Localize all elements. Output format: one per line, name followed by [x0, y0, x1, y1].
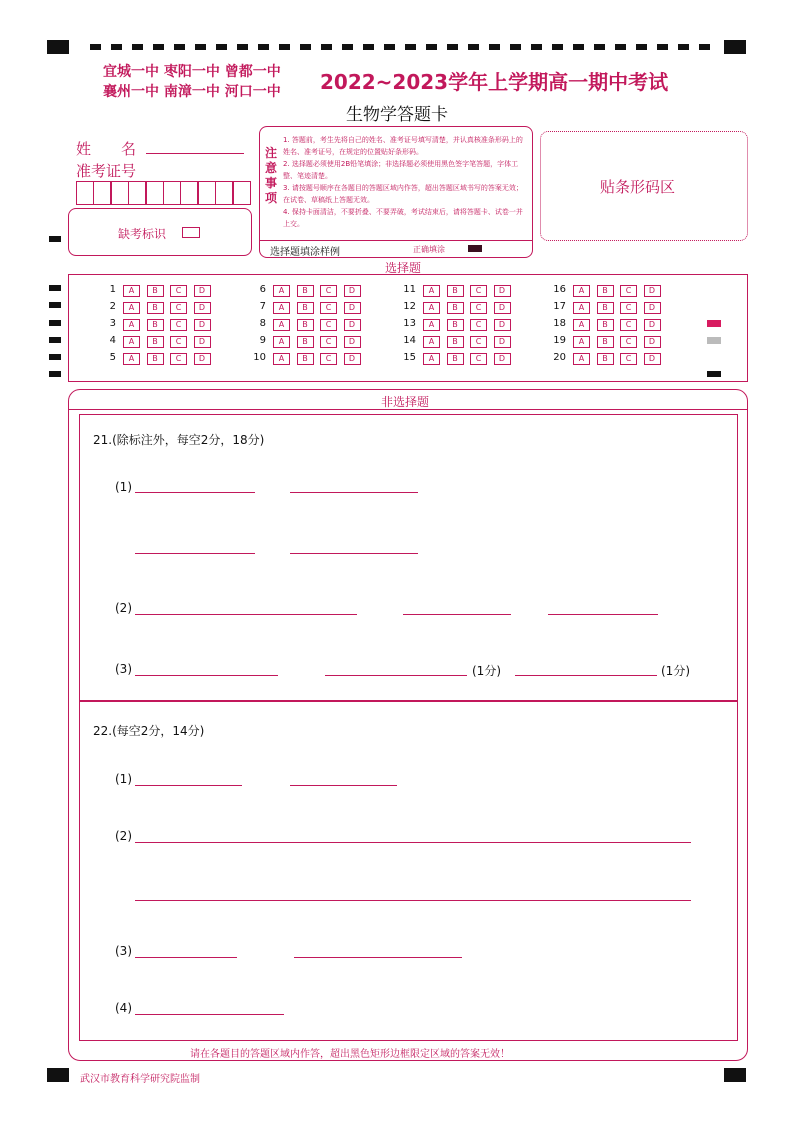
mc-option-a[interactable]: A: [573, 353, 590, 365]
mc-question-number: 8: [259, 318, 266, 329]
q22-blank-3-label: (3): [115, 944, 132, 958]
side-mark: [49, 371, 61, 377]
mc-option-a[interactable]: A: [273, 302, 290, 314]
q21-blank-3-label: (3): [115, 662, 132, 676]
mc-option-a[interactable]: A: [423, 336, 440, 348]
timing-mark: [321, 44, 332, 50]
mc-option-b[interactable]: B: [147, 285, 164, 297]
timing-mark: [258, 44, 269, 50]
mc-question-number: 2: [109, 301, 116, 312]
timing-mark: [90, 44, 101, 50]
mc-option-b[interactable]: B: [297, 336, 314, 348]
mc-option-b[interactable]: B: [147, 302, 164, 314]
q21-answer-line[interactable]: [135, 675, 278, 676]
mc-option-d[interactable]: D: [344, 353, 361, 365]
mc-option-d[interactable]: D: [644, 336, 661, 348]
school-list: [103, 62, 281, 102]
timing-mark: [174, 44, 185, 50]
nonmc-title: 非选择题: [381, 395, 430, 409]
q22-answer-line[interactable]: [290, 785, 397, 786]
id-digit-box[interactable]: [163, 181, 181, 205]
q22-answer-line[interactable]: [135, 1014, 284, 1015]
timing-mark: [342, 44, 353, 50]
mc-option-c[interactable]: C: [320, 285, 337, 297]
mc-option-b[interactable]: B: [597, 285, 614, 297]
side-mark: [707, 371, 721, 377]
mc-option-a[interactable]: A: [123, 353, 140, 365]
mc-option-c[interactable]: C: [620, 319, 637, 331]
mc-option-b[interactable]: B: [147, 353, 164, 365]
mc-option-d[interactable]: D: [494, 285, 511, 297]
q21-box: [79, 414, 738, 702]
id-label: 准考证号: [76, 162, 137, 180]
mc-option-c[interactable]: C: [170, 336, 187, 348]
mc-option-b[interactable]: B: [297, 285, 314, 297]
timing-mark: [531, 44, 542, 50]
mc-option-b[interactable]: B: [447, 336, 464, 348]
side-mark: [49, 354, 61, 360]
mc-option-d[interactable]: D: [494, 336, 511, 348]
mc-option-d[interactable]: D: [194, 336, 211, 348]
mc-option-b[interactable]: B: [297, 302, 314, 314]
mc-option-b[interactable]: B: [597, 319, 614, 331]
timing-mark: [636, 44, 647, 50]
q22-blank-2-label: (2): [115, 829, 132, 843]
mc-option-d[interactable]: D: [644, 302, 661, 314]
timing-mark: [447, 44, 458, 50]
mc-question-number: 6: [259, 284, 266, 295]
sample-label: 选择题填涂样例: [270, 247, 340, 258]
mc-option-a[interactable]: A: [423, 302, 440, 314]
mc-option-c[interactable]: C: [170, 302, 187, 314]
mc-option-a[interactable]: A: [123, 319, 140, 331]
id-digit-box[interactable]: [76, 181, 94, 205]
q22-box: [79, 700, 738, 1041]
mc-option-d[interactable]: D: [194, 319, 211, 331]
id-digit-box[interactable]: [111, 181, 129, 205]
mc-option-a[interactable]: A: [123, 285, 140, 297]
mc-question-number: 20: [553, 352, 566, 363]
mc-option-a[interactable]: A: [423, 285, 440, 297]
q21-answer-line[interactable]: [135, 614, 357, 615]
supervisor-label: 武汉市教育科学研究院监制: [80, 1074, 200, 1085]
q22-header: 22.(每空2分，14分): [93, 724, 205, 738]
q21-points-1: (1分): [472, 664, 501, 678]
timing-mark: [132, 44, 143, 50]
mc-option-b[interactable]: B: [447, 353, 464, 365]
absent-checkbox[interactable]: [182, 227, 200, 238]
q21-answer-line[interactable]: [290, 553, 418, 554]
mc-option-b[interactable]: B: [597, 336, 614, 348]
absent-label: 缺考标识: [118, 227, 167, 241]
mc-option-c[interactable]: C: [170, 353, 187, 365]
mc-option-a[interactable]: A: [123, 336, 140, 348]
mc-question-number: 9: [259, 335, 266, 346]
mc-option-a[interactable]: A: [273, 285, 290, 297]
q22-answer-line[interactable]: [135, 957, 237, 958]
q21-answer-line[interactable]: [290, 492, 418, 493]
mc-option-c[interactable]: C: [320, 336, 337, 348]
mc-option-a[interactable]: A: [423, 319, 440, 331]
timing-mark: [279, 44, 290, 50]
mc-option-c[interactable]: C: [470, 285, 487, 297]
exam-title: 2022~2023学年上学期高一期中考试: [320, 70, 669, 94]
mc-question-number: 10: [253, 352, 266, 363]
q21-answer-line[interactable]: [135, 553, 255, 554]
mc-option-a[interactable]: A: [573, 336, 590, 348]
id-digit-box[interactable]: [128, 181, 146, 205]
notice-divider: [259, 240, 533, 241]
mc-option-b[interactable]: B: [297, 353, 314, 365]
correct-label: 正确填涂: [413, 245, 445, 254]
timing-mark: [384, 44, 395, 50]
q21-points-2: (1分): [661, 664, 690, 678]
q21-answer-line[interactable]: [403, 614, 511, 615]
mc-option-d[interactable]: D: [494, 319, 511, 331]
mc-option-d[interactable]: D: [644, 285, 661, 297]
notice-item: 3. 请按题号顺序在各题目的答题区域内作答，超出答题区域书写的答案无效；在试卷、草稿纸上答题无效。: [283, 184, 523, 204]
barcode-label: 贴条形码区: [600, 178, 676, 196]
mc-question-number: 16: [553, 284, 566, 295]
mc-option-c[interactable]: C: [470, 319, 487, 331]
q22-answer-line[interactable]: [294, 957, 462, 958]
mc-option-d[interactable]: D: [194, 285, 211, 297]
mc-option-d[interactable]: D: [344, 302, 361, 314]
color-mark-pink: [707, 320, 721, 327]
mc-option-d[interactable]: D: [194, 353, 211, 365]
q21-blank-1-label: (1): [115, 480, 132, 494]
mc-option-c[interactable]: C: [470, 353, 487, 365]
mc-question-number: 15: [403, 352, 416, 363]
mc-option-c[interactable]: C: [620, 285, 637, 297]
name-field[interactable]: [146, 153, 244, 154]
mc-option-a[interactable]: A: [573, 285, 590, 297]
q21-blank-2-label: (2): [115, 601, 132, 615]
mc-option-d[interactable]: D: [344, 336, 361, 348]
timing-mark: [405, 44, 416, 50]
mc-question-number: 5: [109, 352, 116, 363]
id-digit-box[interactable]: [215, 181, 233, 205]
mc-option-d[interactable]: D: [644, 353, 661, 365]
mc-option-d[interactable]: D: [644, 319, 661, 331]
mc-option-c[interactable]: C: [320, 319, 337, 331]
corner-mark-bottom-left: [47, 1068, 69, 1082]
timing-mark: [657, 44, 668, 50]
mc-question-number: 17: [553, 301, 566, 312]
mc-option-c[interactable]: C: [320, 353, 337, 365]
id-digit-box[interactable]: [146, 181, 164, 205]
mc-option-b[interactable]: B: [447, 302, 464, 314]
timing-mark: [363, 44, 374, 50]
mc-option-a[interactable]: A: [123, 302, 140, 314]
q22-blank-4-label: (4): [115, 1001, 132, 1015]
mc-question-number: 11: [403, 284, 416, 295]
corner-mark-bottom-right: [724, 1068, 746, 1082]
notice-item: 1. 答题前，考生先将自己的姓名、准考证号填写清楚，并认真核准条形码上的姓名、准考证号，在规定的位置贴好条形码。: [283, 136, 523, 156]
timing-mark: [468, 44, 479, 50]
mc-option-c[interactable]: C: [620, 353, 637, 365]
correct-fill-sample: [468, 245, 482, 252]
q21-answer-line[interactable]: [135, 492, 255, 493]
mc-option-c[interactable]: C: [620, 302, 637, 314]
mc-option-c[interactable]: C: [470, 302, 487, 314]
mc-option-c[interactable]: C: [170, 285, 187, 297]
mc-option-c[interactable]: C: [620, 336, 637, 348]
mc-option-b[interactable]: B: [147, 319, 164, 331]
timing-mark: [195, 44, 206, 50]
q21-answer-line[interactable]: [548, 614, 658, 615]
mc-option-d[interactable]: D: [344, 319, 361, 331]
timing-mark: [552, 44, 563, 50]
timing-mark: [426, 44, 437, 50]
mc-option-a[interactable]: A: [573, 302, 590, 314]
timing-mark: [678, 44, 689, 50]
mc-option-a[interactable]: A: [273, 353, 290, 365]
timing-mark: [573, 44, 584, 50]
mc-option-b[interactable]: B: [147, 336, 164, 348]
school-line-1: 宜城一中 枣阳一中 曾都一中: [103, 64, 281, 80]
mc-question-number: 4: [109, 335, 116, 346]
q22-answer-line[interactable]: [135, 900, 691, 901]
side-mark: [49, 236, 61, 242]
q22-answer-line[interactable]: [135, 785, 242, 786]
mc-question-number: 14: [403, 335, 416, 346]
mc-question-number: 12: [403, 301, 416, 312]
mc-option-a[interactable]: A: [423, 353, 440, 365]
notice-item: 4. 保持卡面清洁，不要折叠、不要弄破，考试结束后，请将答题卡、试卷一并上交。: [283, 208, 523, 228]
timing-mark: [153, 44, 164, 50]
mc-option-b[interactable]: B: [597, 353, 614, 365]
timing-mark: [510, 44, 521, 50]
mc-option-b[interactable]: B: [447, 319, 464, 331]
id-digit-box[interactable]: [180, 181, 198, 205]
timing-mark: [216, 44, 227, 50]
mc-option-d[interactable]: D: [494, 353, 511, 365]
timing-mark: [699, 44, 710, 50]
mc-question-number: 3: [109, 318, 116, 329]
id-digit-box[interactable]: [198, 181, 216, 205]
color-mark-gray: [707, 337, 721, 344]
mc-option-a[interactable]: A: [573, 319, 590, 331]
notice-heading: 注意事项: [265, 146, 278, 205]
mc-option-d[interactable]: D: [494, 302, 511, 314]
mc-option-b[interactable]: B: [297, 319, 314, 331]
id-digit-box[interactable]: [93, 181, 111, 205]
mc-question-number: 13: [403, 318, 416, 329]
side-mark: [49, 320, 61, 326]
nonmc-title-line: [68, 409, 748, 410]
q21-header: 21.(除标注外，每空2分，18分): [93, 433, 265, 447]
id-digit-box[interactable]: [233, 181, 251, 205]
mc-option-d[interactable]: D: [194, 302, 211, 314]
card-title: 生物学答题卡: [346, 105, 448, 125]
mc-question-number: 19: [553, 335, 566, 346]
corner-mark-top-right: [724, 40, 746, 54]
q21-answer-line[interactable]: [515, 675, 657, 676]
timing-mark: [489, 44, 500, 50]
mc-option-c[interactable]: C: [320, 302, 337, 314]
mc-option-c[interactable]: C: [170, 319, 187, 331]
side-mark: [49, 285, 61, 291]
mc-question-number: 7: [259, 301, 266, 312]
q22-blank-1-label: (1): [115, 772, 132, 786]
school-line-2: 襄州一中 南漳一中 河口一中: [103, 84, 281, 100]
name-label: 姓 名: [76, 140, 137, 158]
mc-question-number: 18: [553, 318, 566, 329]
notice-list: [283, 134, 527, 230]
mc-option-b[interactable]: B: [447, 285, 464, 297]
q21-answer-line[interactable]: [325, 675, 467, 676]
timing-mark: [111, 44, 122, 50]
q22-answer-line[interactable]: [135, 842, 691, 843]
notice-item: 2. 选择题必须使用2B铅笔填涂；非选择题必须使用黑色签字笔答题，字体工整、笔迹清楚。: [283, 160, 519, 180]
timing-mark: [237, 44, 248, 50]
corner-mark-top-left: [47, 40, 69, 54]
mc-option-a[interactable]: A: [273, 319, 290, 331]
mc-title: 选择题: [385, 261, 422, 275]
mc-question-number: 1: [109, 284, 116, 295]
mc-option-c[interactable]: C: [470, 336, 487, 348]
mc-option-a[interactable]: A: [273, 336, 290, 348]
side-mark: [49, 302, 61, 308]
timing-mark: [615, 44, 626, 50]
footer-warning: 请在各题目的答题区域内作答，超出黑色矩形边框限定区域的答案无效！: [190, 1049, 510, 1060]
side-mark: [49, 337, 61, 343]
mc-option-d[interactable]: D: [344, 285, 361, 297]
timing-mark: [594, 44, 605, 50]
mc-option-b[interactable]: B: [597, 302, 614, 314]
timing-mark: [300, 44, 311, 50]
